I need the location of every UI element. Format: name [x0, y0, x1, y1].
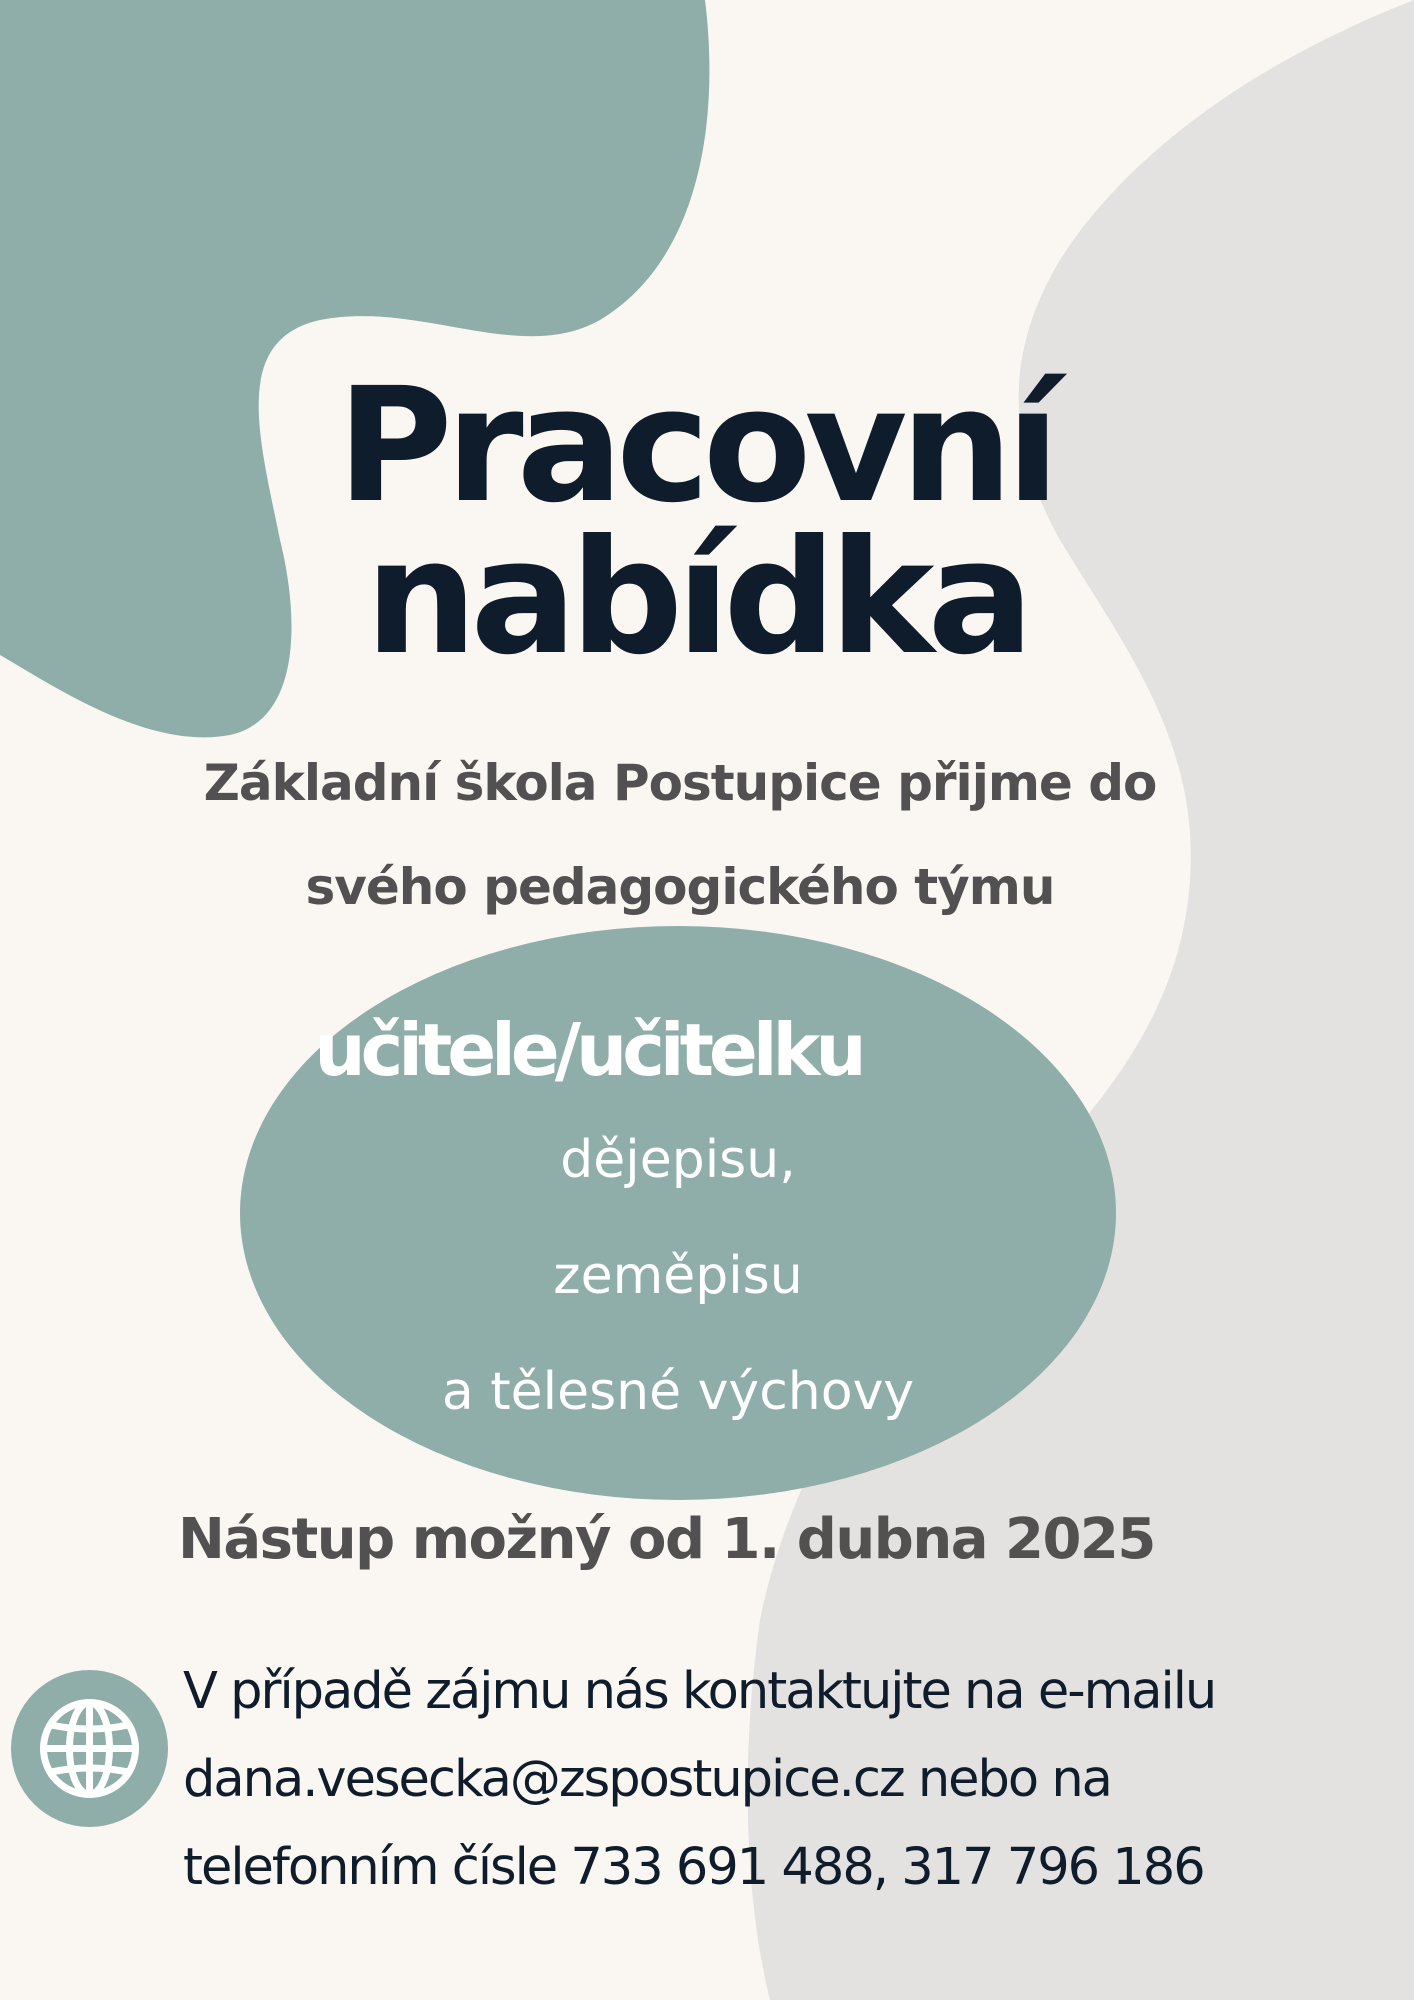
title-line-2: nabídka	[364, 506, 1028, 690]
page-title	[0, 354, 1414, 690]
subject-geography: zeměpisu	[553, 1246, 803, 1306]
subject-history: dějepisu,	[560, 1130, 796, 1190]
position-role: učitele/učitelku	[314, 1008, 862, 1092]
intro-text	[130, 731, 1230, 939]
subjects-list	[240, 1102, 1116, 1450]
subject-pe: a tělesné výchovy	[441, 1362, 915, 1422]
start-date: Nástup možný od 1. dubna 2025	[178, 1507, 1155, 1572]
globe-icon	[11, 1670, 168, 1827]
contact-line-1: V případě zájmu nás kontaktujte na e-mailu	[183, 1662, 1216, 1721]
intro-line-1: Základní škola Postupice přijme do	[203, 754, 1157, 812]
contact-line-2: dana.vesecka@zspostupice.cz nebo na	[183, 1750, 1111, 1809]
contact-line-3: telefonním čísle 733 691 488, 317 796 186	[183, 1838, 1204, 1897]
intro-line-2: svého pedagogického týmu	[305, 858, 1055, 916]
contact-text	[183, 1648, 1383, 1912]
title-line-1: Pracovní	[336, 354, 1054, 538]
